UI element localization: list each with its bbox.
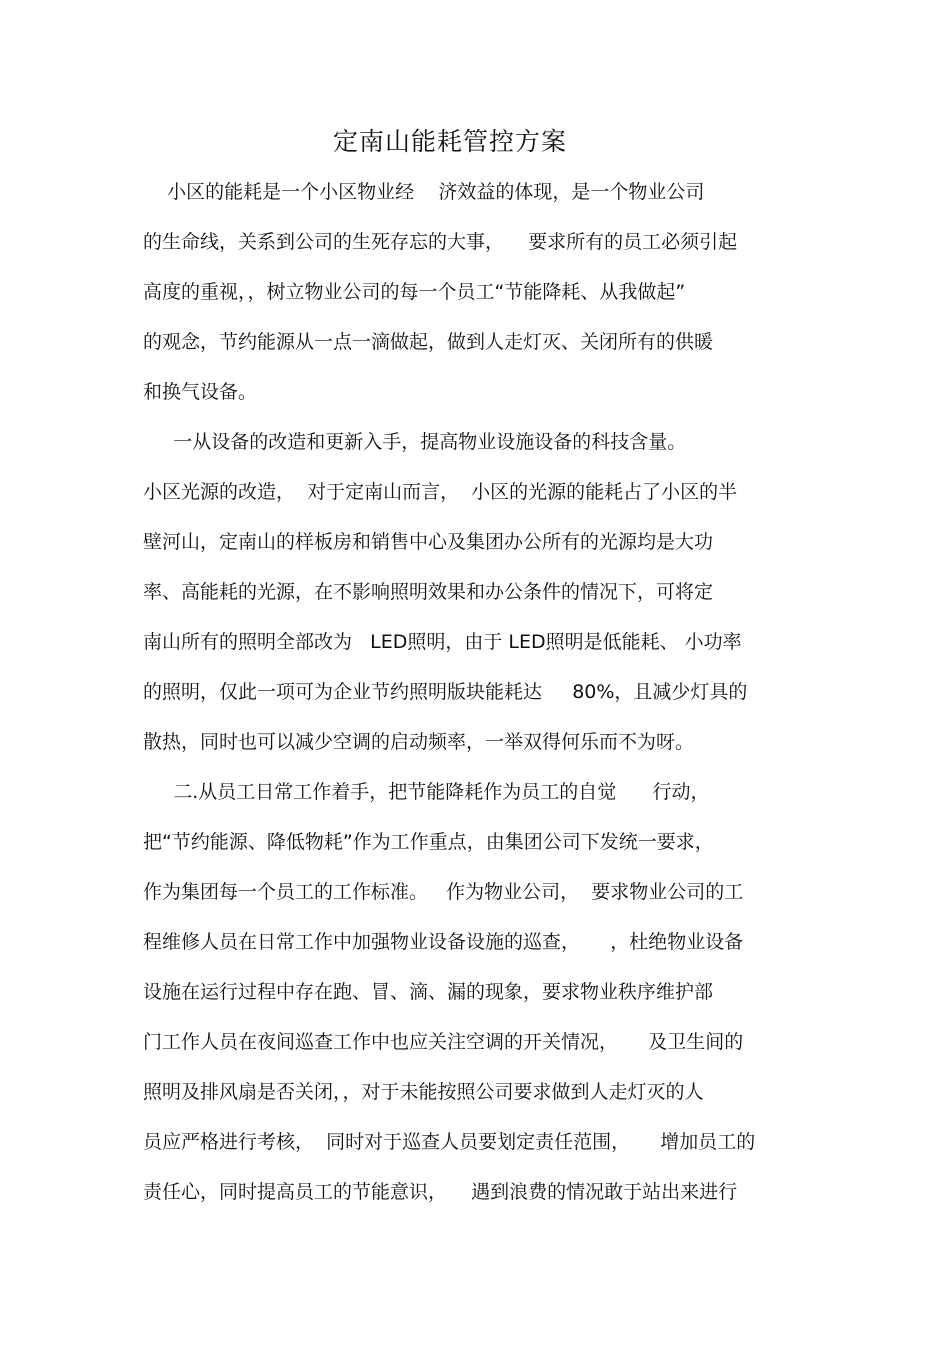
paragraph-line: 高度的重视，，树立物业公司的每一个员工“节能降耗、从我做起” — [143, 281, 686, 303]
paragraph-line: 率、高能耗的光源，在不影响照明效果和办公条件的情况下，可将定 — [143, 581, 714, 603]
paragraph-line: 作为集团每一个员工的工作标准。 作为物业公司， 要求物业公司的工 — [143, 881, 744, 903]
paragraph-line: 二.从员工日常工作着手，把节能降耗作为员工的自觉 行动， — [143, 781, 710, 803]
paragraph-line: 小区的能耗是一个小区物业经 济效益的体现，是一个物业公司 — [143, 181, 705, 203]
paragraph-line: 的生命线，关系到公司的生死存忘的大事， 要求所有的员工必须引起 — [143, 231, 738, 253]
paragraph-line: 责任心，同时提高员工的节能意识， 遇到浪费的情况敢于站出来进行 — [143, 1181, 738, 1203]
paragraph-line: 南山所有的照明全部改为 LED照明，由于 LED照明是低能耗、 小功率 — [143, 631, 742, 653]
paragraph-line: 照明及排风扇是否关闭，，对于未能按照公司要求做到人走灯灭的人 — [143, 1081, 704, 1103]
paragraph-line: 把“节约能源、降低物耗”作为工作重点，由集团公司下发统一要求， — [143, 831, 714, 853]
paragraph-line: 的观念，节约能源从一点一滴做起，做到人走灯灭、关闭所有的供暖 — [143, 331, 714, 353]
paragraph-line: 小区光源的改造， 对于定南山而言， 小区的光源的能耗占了小区的半 — [143, 481, 738, 503]
paragraph-line: 门工作人员在夜间巡查工作中也应关注空调的开关情况， 及卫生间的 — [143, 1031, 744, 1053]
paragraph-line: 程维修人员在日常工作中加强物业设备设施的巡查， ，杜绝物业设备 — [143, 931, 744, 953]
paragraph-line: 的照明，仅此一项可为企业节约照明版块能耗达 80%，且减少灯具的 — [143, 681, 748, 703]
paragraph-line: 设施在运行过程中存在跑、冒、滴、漏的现象，要求物业秩序维护部 — [143, 981, 714, 1003]
paragraph-line: 壁河山，定南山的样板房和销售中心及集团办公所有的光源均是大功 — [143, 531, 714, 553]
paragraph-line: 员应严格进行考核， 同时对于巡查人员要划定责任范围， 增加员工的 — [143, 1131, 756, 1153]
paragraph-line: 一从设备的改造和更新入手，提高物业设施设备的科技含量。 — [143, 431, 687, 453]
document-title: 定南山能耗管控方案 — [332, 127, 567, 156]
paragraph-line: 散热，同时也可以减少空调的启动频率，一举双得何乐而不为呀。 — [143, 731, 695, 753]
paragraph-line: 和换气设备。 — [143, 381, 258, 403]
